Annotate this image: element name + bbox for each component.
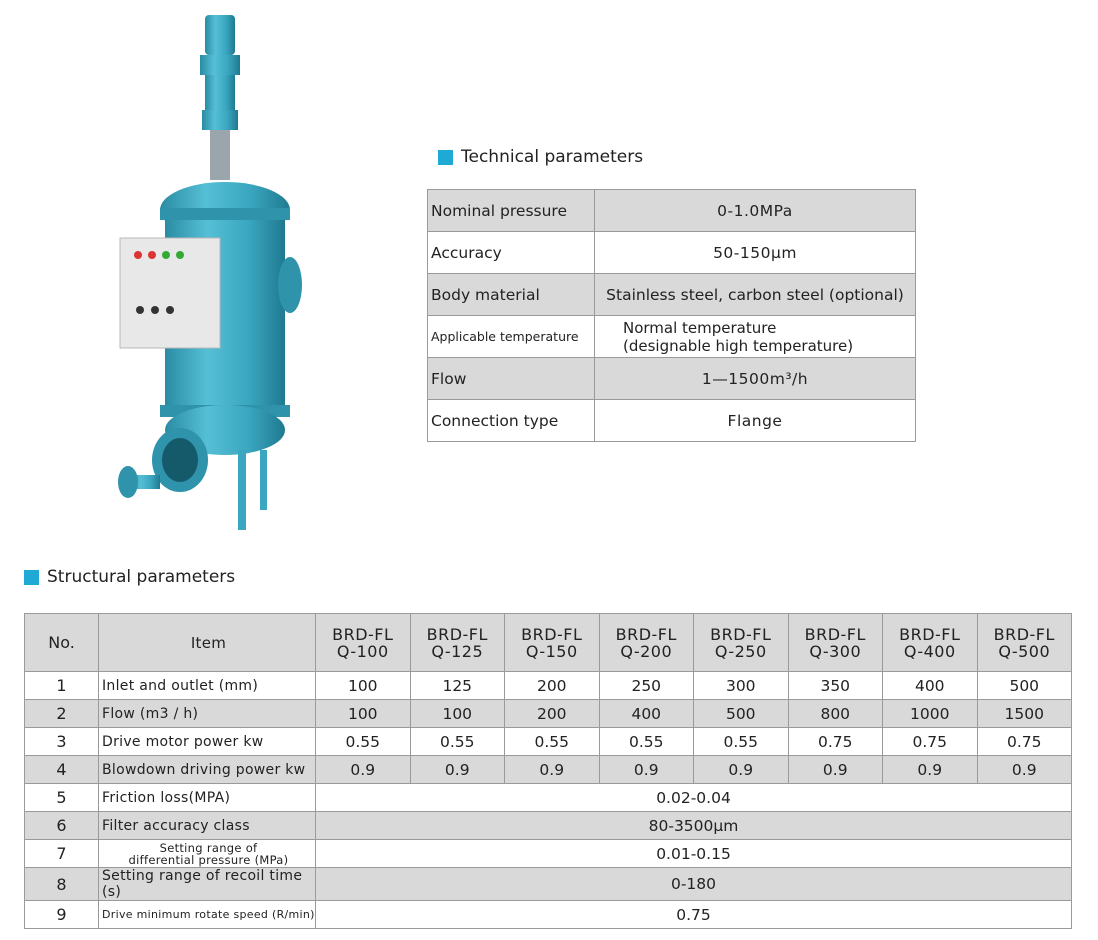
cell-value: 250 bbox=[599, 672, 694, 700]
table-row bbox=[428, 190, 916, 232]
table-row bbox=[428, 358, 916, 400]
param-label: Flow bbox=[428, 358, 595, 400]
table-row bbox=[428, 232, 916, 274]
header-model: BRD-FL Q-150 bbox=[505, 614, 600, 672]
row-no: 5 bbox=[25, 784, 99, 812]
param-label: Connection type bbox=[428, 400, 595, 442]
cell-value: 200 bbox=[505, 700, 600, 728]
cell-value: 0.55 bbox=[316, 728, 411, 756]
cell-value: 0.55 bbox=[410, 728, 505, 756]
cell-value: 0.75 bbox=[316, 901, 1072, 929]
header-model: BRD-FL Q-200 bbox=[599, 614, 694, 672]
cell-value: 0.9 bbox=[410, 756, 505, 784]
cell-value: 0.9 bbox=[316, 756, 411, 784]
row-no: 1 bbox=[25, 672, 99, 700]
table-row bbox=[428, 316, 916, 358]
header-model: BRD-FL Q-300 bbox=[788, 614, 883, 672]
cell-value: 0.55 bbox=[694, 728, 789, 756]
param-value-line: Normal temperature bbox=[623, 318, 777, 337]
cell-value: 0.9 bbox=[788, 756, 883, 784]
table-row bbox=[25, 728, 1072, 756]
header-item: Item bbox=[99, 614, 316, 672]
param-label: Nominal pressure bbox=[428, 190, 595, 232]
param-value: 50-150μm bbox=[595, 232, 916, 274]
table-row bbox=[25, 672, 1072, 700]
param-value: 1—1500m³/h bbox=[595, 358, 916, 400]
header-model: BRD-FL Q-500 bbox=[977, 614, 1072, 672]
cell-value: 0.55 bbox=[505, 728, 600, 756]
row-item: Drive motor power kw bbox=[99, 728, 316, 756]
table-row bbox=[25, 840, 1072, 868]
param-value: Flange bbox=[595, 400, 916, 442]
cell-value: 400 bbox=[883, 672, 978, 700]
table-row bbox=[25, 756, 1072, 784]
row-item: Filter accuracy class bbox=[99, 812, 316, 840]
table-row bbox=[25, 700, 1072, 728]
cell-value: 100 bbox=[316, 672, 411, 700]
row-no: 9 bbox=[25, 901, 99, 929]
row-no: 4 bbox=[25, 756, 99, 784]
cell-value: 800 bbox=[788, 700, 883, 728]
table-row bbox=[25, 868, 1072, 901]
cell-value: 0.01-0.15 bbox=[316, 840, 1072, 868]
table-row bbox=[25, 784, 1072, 812]
header-model: BRD-FL Q-250 bbox=[694, 614, 789, 672]
structural-parameters-heading: Structural parameters bbox=[24, 567, 235, 587]
cell-value: 350 bbox=[788, 672, 883, 700]
table-row bbox=[428, 400, 916, 442]
header-model: BRD-FL Q-100 bbox=[316, 614, 411, 672]
row-item: Setting range of differential pressure (MPa) bbox=[99, 840, 316, 868]
cell-value: 0-180 bbox=[316, 868, 1072, 901]
row-item: Flow (m3 / h) bbox=[99, 700, 316, 728]
cell-value: 1000 bbox=[883, 700, 978, 728]
cell-value: 400 bbox=[599, 700, 694, 728]
cell-value: 0.9 bbox=[977, 756, 1072, 784]
table-row bbox=[428, 274, 916, 316]
table-row bbox=[25, 901, 1072, 929]
cell-value: 500 bbox=[694, 700, 789, 728]
row-no: 3 bbox=[25, 728, 99, 756]
cell-value: 500 bbox=[977, 672, 1072, 700]
param-value: Stainless steel, carbon steel (optional) bbox=[595, 274, 916, 316]
row-item: Blowdown driving power kw bbox=[99, 756, 316, 784]
cell-value: 0.75 bbox=[883, 728, 978, 756]
heading-square-icon bbox=[438, 150, 453, 165]
cell-value: 0.75 bbox=[788, 728, 883, 756]
param-label: Body material bbox=[428, 274, 595, 316]
param-value bbox=[595, 316, 916, 358]
param-value: 0-1.0MPa bbox=[595, 190, 916, 232]
cell-value: 100 bbox=[316, 700, 411, 728]
cell-value: 100 bbox=[410, 700, 505, 728]
cell-value: 0.9 bbox=[883, 756, 978, 784]
cell-value: 0.9 bbox=[694, 756, 789, 784]
cell-value: 200 bbox=[505, 672, 600, 700]
row-item: Drive minimum rotate speed (R/min) bbox=[99, 901, 316, 929]
cell-value: 0.55 bbox=[599, 728, 694, 756]
cell-value: 80-3500μm bbox=[316, 812, 1072, 840]
header-model: BRD-FL Q-400 bbox=[883, 614, 978, 672]
row-item: Setting range of recoil time (s) bbox=[99, 868, 316, 901]
structural-parameters-table bbox=[24, 613, 1072, 929]
cell-value: 0.75 bbox=[977, 728, 1072, 756]
row-no: 2 bbox=[25, 700, 99, 728]
table-row bbox=[25, 812, 1072, 840]
self-cleaning-filter-image bbox=[110, 10, 310, 535]
heading-square-icon bbox=[24, 570, 39, 585]
row-no: 6 bbox=[25, 812, 99, 840]
cell-value: 125 bbox=[410, 672, 505, 700]
technical-parameters-heading: Technical parameters bbox=[438, 147, 643, 167]
cell-value: 0.02-0.04 bbox=[316, 784, 1072, 812]
row-item: Inlet and outlet (mm) bbox=[99, 672, 316, 700]
cell-value: 1500 bbox=[977, 700, 1072, 728]
header-no: No. bbox=[25, 614, 99, 672]
cell-value: 0.9 bbox=[505, 756, 600, 784]
param-label: Accuracy bbox=[428, 232, 595, 274]
cell-value: 0.9 bbox=[599, 756, 694, 784]
row-no: 7 bbox=[25, 840, 99, 868]
cell-value: 300 bbox=[694, 672, 789, 700]
param-value-line: (designable high temperature) bbox=[623, 336, 854, 355]
row-item: Friction loss(MPA) bbox=[99, 784, 316, 812]
header-model: BRD-FL Q-125 bbox=[410, 614, 505, 672]
param-label: Applicable temperature bbox=[428, 316, 595, 358]
technical-parameters-table bbox=[427, 189, 916, 442]
table-header-row bbox=[25, 614, 1072, 672]
row-no: 8 bbox=[25, 868, 99, 901]
